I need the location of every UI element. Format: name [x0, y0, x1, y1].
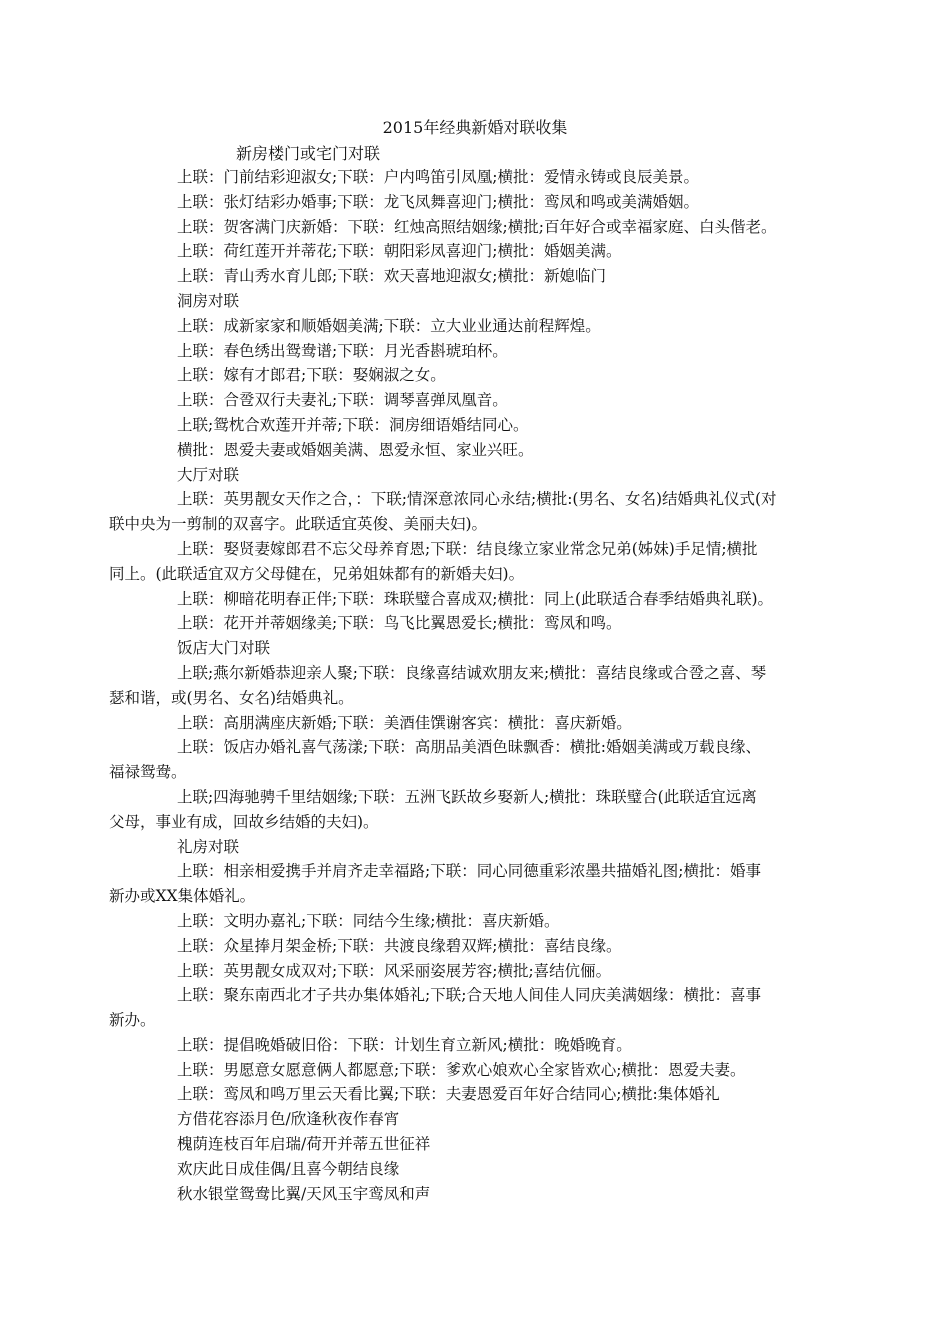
text-line: 上联：众星捧月架金桥;下联：共渡良缘碧双辉;横批：喜结良缘。: [177, 936, 622, 955]
text-line: 上联：合卺双行夫妻礼;下联：调琴喜弹凤凰音。: [177, 391, 508, 410]
text-paragraph: [109, 983, 813, 1033]
text-line: 上联：高朋满座庆新婚;下联：美酒佳馔谢客宾：横批：喜庆新婚。: [177, 713, 632, 732]
text-paragraph: [109, 537, 813, 587]
text-line: 方借花容添月色/欣逢秋夜作春宵: [177, 1110, 400, 1129]
text-line: 上联：柳暗花明春正伴;下联：珠联璧合喜成双;横批：同上(此联适合春季结婚典礼联)。: [177, 589, 774, 608]
document-body: [109, 165, 813, 1206]
document-title: 2015年经典新婚对联收集: [382, 118, 568, 137]
text-line: 欢庆此日成佳偶/且喜今朝结良缘: [177, 1159, 400, 1178]
text-line: 福禄鸳鸯。: [109, 763, 187, 782]
text-line: 上联：花开并蒂姻缘美;下联：鸟飞比翼恩爱长;横批：鸾凤和鸣。: [177, 614, 622, 633]
text-line: 上联：春色绣出鸳鸯谱;下联：月光香斟琥珀杯。: [177, 341, 508, 360]
text-line: 上联：门前结彩迎淑女;下联：户内鸣笛引凤凰;横批：爱情永铸或良辰美景。: [177, 168, 699, 186]
text-line: 上联：饭店办婚礼喜气荡漾;下联：高朋品美酒色昧飘香：横批:婚姻美满或万载良缘、: [177, 738, 761, 757]
text-paragraph: [109, 859, 813, 909]
text-line: 上联：青山秀水育儿郎;下联：欢天喜地迎淑女;横批：新媳临门: [177, 267, 606, 286]
text-line: 上联;鸳枕合欢莲开并蒂;下联：洞房细语婚结同心。: [177, 415, 529, 434]
text-line: 礼房对联: [177, 837, 240, 856]
text-line: 上联：相亲相爱携手并肩齐走幸福路;下联：同心同德重彩浓墨共描婚礼图;横批：婚事: [177, 862, 761, 881]
text-line: 新办。: [109, 1011, 156, 1030]
text-line: 父母，事业有成，回故乡结婚的夫妇)。: [109, 812, 379, 831]
text-line: 上联;燕尔新婚恭迎亲人聚;下联：良缘喜结诚欢朋友来;横批：喜结良缘或合卺之喜、琴: [177, 663, 767, 682]
text-line: 横批：恩爱夫妻或婚姻美满、恩爱永恒、家业兴旺。: [177, 440, 534, 459]
text-line: 上联：荷红莲开并蒂花;下联：朝阳彩凤喜迎门;横批：婚姻美满。: [177, 242, 622, 261]
text-line: 上联：英男靓女成双对;下联：风采丽姿展芳容;横批;喜结伉俪。: [177, 961, 612, 980]
text-line: 上联：张灯结彩办婚事;下联：龙飞凤舞喜迎门;横批：鸾凤和鸣或美满婚姻。: [177, 192, 699, 211]
text-line: 上联：贺客满门庆新婚：下联：红烛高照结姻缘;横批;百年好合或幸福家庭、白头偕老。: [177, 217, 777, 236]
text-line: 上联：娶贤妻嫁郎君不忘父母养育恩;下联：结良缘立家业常念兄弟(姊妹)手足情;横批: [177, 539, 758, 558]
text-line: 上联：男愿意女愿意俩人都愿意;下联：爹欢心娘欢心全家皆欢心;横批：恩爱夫妻。: [177, 1060, 746, 1079]
text-paragraph: [109, 735, 813, 785]
text-line: 瑟和谐，或(男名、女名)结婚典礼。: [109, 688, 354, 707]
text-paragraph: [109, 785, 813, 835]
text-line: 上联：嫁有才郎君;下联：娶娴淑之女。: [177, 366, 446, 385]
text-line: 同上。(此联适宜双方父母健在，兄弟姐妹都有的新婚夫妇)。: [109, 564, 525, 583]
text-line: 大厅对联: [177, 465, 240, 484]
text-line: 秋水银堂鸳鸯比翼/天风玉宇鸾凤和声: [177, 1184, 431, 1203]
text-paragraph: [109, 661, 813, 711]
text-line: 上联：英男靓女天作之合，：下联;情深意浓同心永结;横批:(男名、女名)结婚典礼仪式(对: [177, 490, 777, 509]
text-line: 饭店大门对联: [177, 639, 271, 658]
text-line: 上联：鸾凤和鸣万里云天看比翼;下联：夫妻恩爱百年好合结同心;横批:集体婚礼: [177, 1085, 720, 1104]
section-heading: 新房楼门或宅门对联: [236, 144, 381, 163]
text-line: 槐荫连枝百年启瑞/荷开并蒂五世征祥: [177, 1135, 431, 1154]
text-line: 上联：文明办嘉礼;下联：同结今生缘;横批：喜庆新婚。: [177, 911, 560, 930]
text-line: 新办或XX集体婚礼。: [109, 887, 256, 906]
text-line: 上联：聚东南西北才子共办集体婚礼;下联;合天地人间佳人同庆美满姻缘：横批：喜事: [177, 986, 761, 1005]
text-line: 联中央为一剪制的双喜字。此联适宜英俊、美丽夫妇)。: [109, 515, 488, 534]
text-paragraph: [109, 487, 813, 537]
text-line: 上联：提倡晚婚破旧俗：下联：计划生育立新风;横批：晚婚晚育。: [177, 1035, 632, 1054]
text-line: 上联;四海驰骋千里结姻缘;下联：五洲飞跃故乡娶新人;横批：珠联璧合(此联适宜远离: [177, 787, 757, 806]
text-line: 洞房对联: [177, 291, 240, 310]
text-line: 上联：成新家家和顺婚姻美满;下联：立大业业通达前程辉煌。: [177, 316, 601, 335]
